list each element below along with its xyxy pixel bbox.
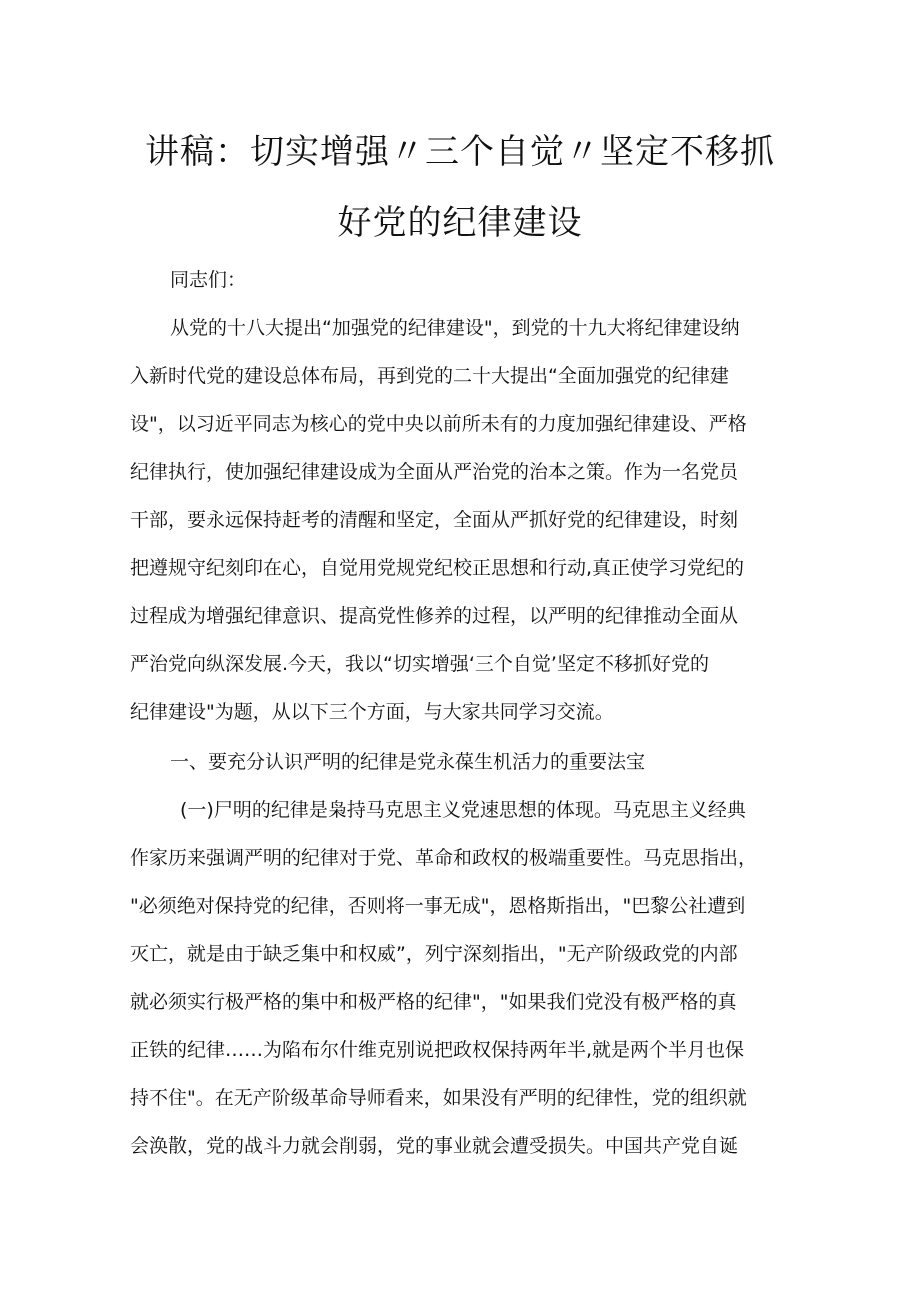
- paragraph-line: 设"，以习近平同志为核心的党中央以前所未有的力度加强纪律建设、严格: [130, 413, 747, 435]
- paragraph-line: 把遵规守纪刻印在心，自觉用党规党纪校正思想和行动,真正使学习党纪的: [130, 557, 745, 579]
- paragraph-line: 灭亡，就是由于缺乏集中和权威”，列宁深刻指出，"无产阶级政党的内部: [130, 943, 738, 965]
- paragraph-line: 严治党向纵深发展.今天，我以“切实增强‘三个自觉’坚定不移抓好党的: [130, 653, 709, 675]
- paragraph-line: 过程成为增强纪律意识、提高党性修养的过程，以严明的纪律推动全面从: [130, 605, 739, 627]
- paragraph-line: 纪律建设"为题，从以下三个方面，与大家共同学习交流。: [130, 701, 614, 723]
- paragraph-line: 干部，要永远保持赶考的清醒和坚定，全面从严抓好党的纪律建设，时刻: [130, 509, 739, 531]
- paragraph-line: 纪律执行，使加强纪律建设成为全面从严治党的治本之策。作为一名党员: [130, 461, 739, 483]
- paragraph-line: 持不住"。在无产阶级革命导师看来，如果没有严明的纪律性，党的组织就: [130, 1087, 747, 1109]
- paragraph-line: 从党的十八大提出“加强党的纪律建设"，到党的十九大将纪律建设纳: [170, 317, 740, 339]
- paragraph-line: 就必须实行极严格的集中和极严格的纪律"，"如果我们党没有极严格的真: [130, 991, 737, 1013]
- document-title-line-1: 讲稿：切实增强〃三个自觉〃坚定不移抓: [145, 132, 775, 172]
- salutation: 同志们：: [170, 269, 247, 291]
- section-heading: 一、要充分认识严明的纪律是党永葆生机活力的重要法宝: [170, 751, 646, 773]
- paragraph-line: 作家历来强调严明的纪律对于党、革命和政权的极端重要性。马克思指出，: [130, 847, 758, 869]
- paragraph-line: "必须绝对保持党的纪律，否则将一事无成"，恩格斯指出，"巴黎公社遭到: [130, 895, 746, 917]
- paragraph-line: 会涣散，党的战斗力就会削弱，党的事业就会遭受损失。中国共产党自诞: [130, 1135, 739, 1157]
- paragraph-line: 正铁的纪律……为陷布尔什维克别说把政权保持两年半,就是两个半月也保: [130, 1039, 745, 1061]
- paragraph-line: 入新时代党的建设总体布局，再到党的二十大提出“全面加强党的纪律建: [130, 365, 729, 387]
- document-title-line-2: 好党的纪律建设: [337, 203, 583, 243]
- subsection-line: (一)尸明的纪律是枭持马克思主义党速思想的体现。马克思主义经典: [180, 799, 746, 821]
